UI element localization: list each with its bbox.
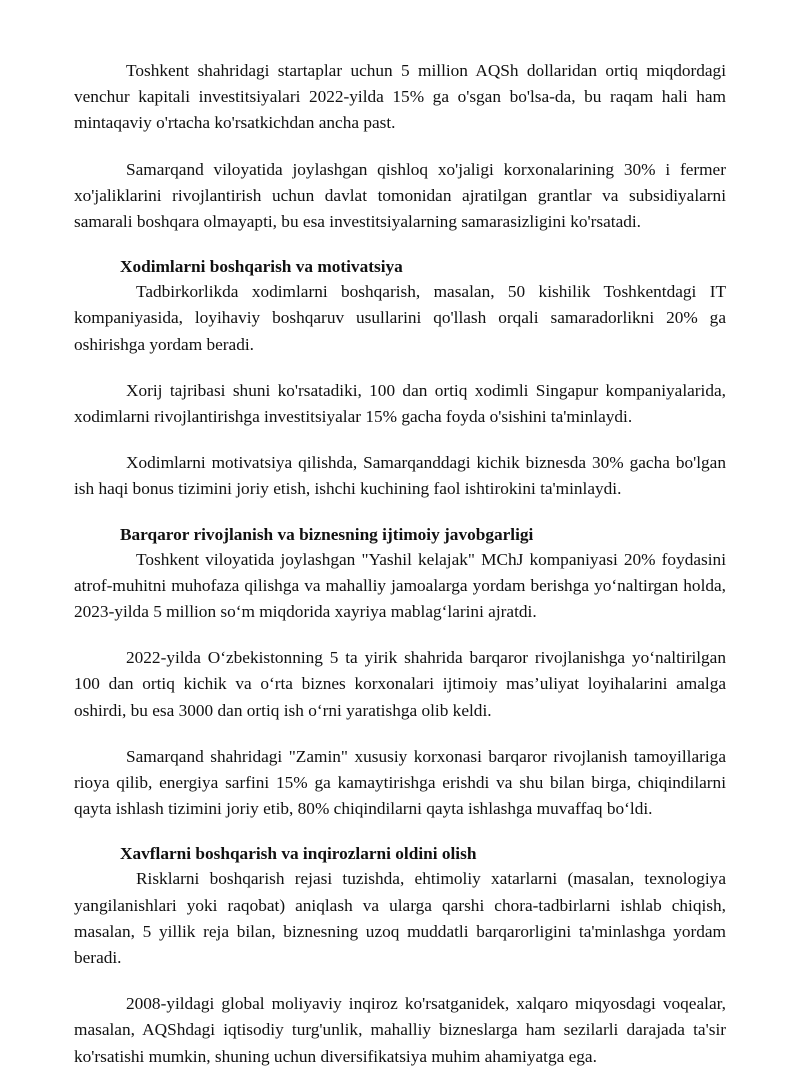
paragraph-staff-singapore: Xorij tajribasi shuni ko'rsatadiki, 100 dan ortiq xodimli Singapur kompaniyalarida, xodimlarni rivojlantirishga investitsiyalar 15% gacha foyda o'sishini ta'minlaydi. xyxy=(74,380,726,427)
paragraph-risk-2008-crisis: 2008-yildagi global moliyaviy inqiroz ko'rsatganidek, xalqaro miqyosdagi voqealar, masalan, AQShdagi iqtisodiy turg'unlik, mahalliy bizneslarga ham sezilarli darajada ta'sir ko'rsatishi mumkin, shuning uchun diversifikatsiya muhim ahamiyatga ega. xyxy=(74,994,726,1066)
paragraph-samarkand-agriculture: Samarqand viloyatida joylashgan qishloq xo'jaligi korxonalarining 30% i fermer xo'jaliklarini rivojlantirish uchun davlat tomonidan ajratilgan grantlar va subsidiyalarni samarali boshqara olmayapti, bu esa investitsiyalarning samarasizligini ko'rsatadi. xyxy=(74,159,726,232)
heading-staff-management: Xodimlarni boshqarish va motivatsiya xyxy=(120,257,403,277)
paragraph-staff-it-company: Tadbirkorlikda xodimlarni boshqarish, masalan, 50 kishilik Toshkentdagi IT kompaniyasida, loyihaviy boshqaruv usullarini qo'llash orqali samaradorlikni 20% ga oshirishga yordam beradi. xyxy=(74,282,726,354)
paragraph-staff-motivation: Xodimlarni motivatsiya qilishda, Samarqanddagi kichik biznesda 30% gacha bo'lgan ish haqi bonus tizimini joriy etish, ishchi kuchining faol ishtirokini ta'minlaydi. xyxy=(74,453,726,499)
paragraph-risk-plan: Risklarni boshqarish rejasi tuzishda, ehtimoliy xatarlarni (masalan, texnologiya yangilanishlari yoki raqobat) aniqlash va ularga qarshi chora-tadbirlarni ishlab chiqish, masalan, 5 yillik reja bilan, biznesning uzoq muddatli barqarorligini ta'minlashga yordam beradi. xyxy=(74,869,726,968)
heading-risk-management: Xavflarni boshqarish va inqirozlarni oldini olish xyxy=(120,844,477,864)
document-page xyxy=(74,58,726,1090)
paragraph-sustainability-zamin: Samarqand shahridagi "Zamin" xususiy korxonasi barqaror rivojlanish tamoyillariga rioya qilib, energiya sarfini 15% ga kamaytirishga erishdi va shu bilan birga, chiqindilarni qayta ishlash tizimini joriy etib, 80% chiqindilarni qayta ishlashga muvaffaq bo‘ldi. xyxy=(74,746,726,819)
paragraph-sustainability-yashil-kelajak: Toshkent viloyatida joylashgan "Yashil kelajak" MChJ kompaniyasi 20% foydasini atrof-muhitni muhofaza qilishga va mahalliy jamoalarga yordam berishga yo‘naltirgan holda, 2023-yilda 5 million so‘m miqdorida xayriya mablag‘larini ajratdi. xyxy=(74,549,726,622)
heading-sustainability: Barqaror rivojlanish va biznesning ijtimoiy javobgarligi xyxy=(120,524,534,544)
paragraph-sustainability-2022: 2022-yilda O‘zbekistonning 5 ta yirik shahrida barqaror rivojlanishga yo‘naltirilgan 100 dan ortiq kichik va o‘rta biznes korxonalari ijtimoiy mas’uliyat loyihalarini amalga oshirdi, bu esa 3000 dan ortiq ish o‘rni yaratishga olib keldi. xyxy=(74,648,726,720)
paragraph-tashkent-startups: Toshkent shahridagi startaplar uchun 5 million AQSh dollaridan ortiq miqdordagi venchur kapitali investitsiyalari 2022-yilda 15% ga o'sgan bo'lsa-da, bu raqam hali ham mintaqaviy o'rtacha ko'rsatkichdan ancha past. xyxy=(74,61,726,133)
